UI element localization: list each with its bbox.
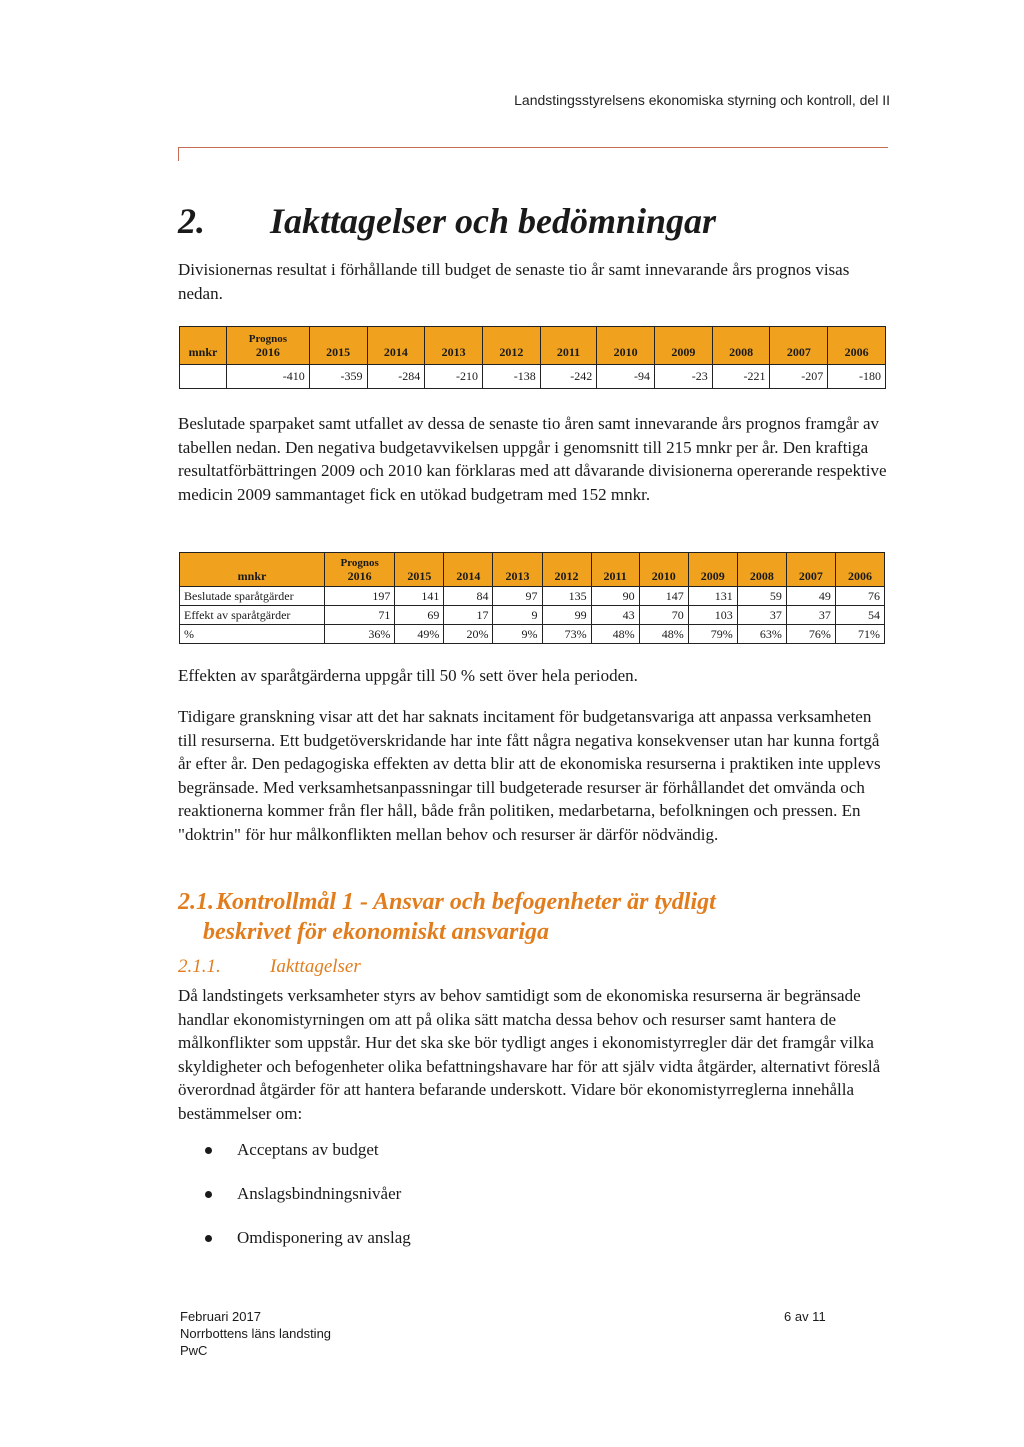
subsection-heading [178, 888, 716, 916]
table-cell: 37 [737, 606, 786, 625]
table-cell: -210 [425, 365, 483, 389]
table-cell: 131 [688, 587, 737, 606]
table-cell: 63% [737, 625, 786, 644]
table-cell: 76% [786, 625, 835, 644]
table-cell: 76 [835, 587, 884, 606]
section-title: Iakttagelser och bedömningar [270, 201, 717, 241]
table-cell: 71 [325, 606, 395, 625]
subsection-title-line1: Kontrollmål 1 - Ansvar och befogenheter är tydligt [216, 889, 716, 915]
review-paragraph: Tidigare granskning visar att det har saknats incitament för budgetansvariga att anpassa verksamheten till resurserna. Ett budgetöverskridande har inte fått några negativa konsekvenser utan har kunna fortgå år efter år. Den pedagogiska effekten av detta blir att de ekonomiska resurserna i praktiken inte upplevs begränsade. Med verksamhetsanpassningar till budgeterade resurser är förhållandet det omvända och reaktionerna kommer från fler håll, både från politiken, medarbetarna, befolkningen och pressen. En "doktrin" för hur målkonflikten mellan behov och resurser är därför nödvändig. [178, 707, 881, 844]
table-cell: 48% [639, 625, 688, 644]
year-label: 2009 [700, 569, 725, 583]
table-cell: 36% [325, 625, 395, 644]
table-cell: 79% [688, 625, 737, 644]
year-label: 2008 [749, 569, 774, 583]
table-cell: 9 [493, 606, 542, 625]
footer-left [180, 1308, 331, 1359]
section-number: 2. [178, 201, 205, 241]
running-header: Landstingsstyrelsens ekonomiska styrning och kontroll, del II [514, 92, 890, 108]
table-row [180, 606, 885, 625]
table-cell: 103 [688, 606, 737, 625]
table-cell: 84 [444, 587, 493, 606]
footer-date: Februari 2017 [180, 1309, 261, 1324]
table-cell: -138 [482, 365, 540, 389]
year-header-2016 [227, 327, 310, 365]
table-cell: 70 [639, 606, 688, 625]
year-header-2006 [828, 327, 886, 365]
year-header-2012 [482, 327, 540, 365]
year-header-2010 [639, 553, 688, 587]
year-label: 2016 [347, 569, 372, 583]
year-label: 2016 [255, 345, 280, 359]
year-label: 2011 [556, 345, 581, 359]
year-header-2015 [309, 327, 367, 365]
table-cell: 9% [493, 625, 542, 644]
subsubsection-title: Iakttagelser [270, 956, 361, 977]
year-label: 2015 [326, 345, 351, 359]
year-header-2007 [786, 553, 835, 587]
section-heading [178, 200, 716, 242]
list-item: Omdisponering av anslag [205, 1228, 411, 1272]
year-label: 2013 [441, 345, 466, 359]
table-cell: -359 [309, 365, 367, 389]
year-header-2008 [712, 327, 770, 365]
year-header-2011 [540, 327, 597, 365]
intro-paragraph: Divisionernas resultat i förhållande till budget de senaste tio år samt innevarande års prognos visas nedan. [178, 260, 850, 303]
table-header-row [180, 327, 886, 365]
bullet-icon [205, 1147, 212, 1154]
year-label: 2007 [798, 569, 823, 583]
table-cell: 73% [542, 625, 591, 644]
list-item: Anslagsbindningsnivåer [205, 1184, 411, 1228]
year-label: 2011 [603, 569, 627, 583]
table-cell: 17 [444, 606, 493, 625]
year-label: 2006 [844, 345, 869, 359]
table-cell: -207 [770, 365, 828, 389]
table-cell: 20% [444, 625, 493, 644]
table-cell: -221 [712, 365, 770, 389]
year-header-2012 [542, 553, 591, 587]
year-header-2009 [688, 553, 737, 587]
table-cell: 49 [786, 587, 835, 606]
year-header-2009 [655, 327, 713, 365]
table-empty-cell [180, 365, 227, 389]
table-cell: 90 [591, 587, 639, 606]
bullet-icon [205, 1235, 212, 1242]
table-cell: 54 [835, 606, 884, 625]
footer-page-number: 6 av 11 [784, 1309, 826, 1324]
bullet-icon [205, 1191, 212, 1198]
table-header-row [180, 553, 885, 587]
year-label: 2007 [786, 345, 811, 359]
budget-result-table [179, 326, 886, 389]
header-rule-tick [178, 147, 179, 161]
table-cell: 69 [395, 606, 444, 625]
table-cell: 147 [639, 587, 688, 606]
table-cell: 49% [395, 625, 444, 644]
year-header-2011 [591, 553, 639, 587]
bullet-list [205, 1140, 411, 1272]
year-header-2014 [367, 327, 425, 365]
year-header-2015 [395, 553, 444, 587]
prognos-label: Prognos [340, 557, 379, 569]
table-cell: -180 [828, 365, 886, 389]
table-cell: 59 [737, 587, 786, 606]
row-label: % [180, 625, 325, 644]
year-label: 2014 [456, 569, 481, 583]
table-unit-label: mnkr [180, 553, 325, 587]
table-cell: -23 [655, 365, 713, 389]
effect-paragraph: Effekten av sparåtgärderna uppgår till 50 % sett över hela perioden. [178, 666, 638, 685]
subsection-heading-line2: beskrivet för ekonomiskt ansvariga [203, 919, 549, 945]
subsubsection-heading [178, 956, 361, 978]
table-cell: 141 [395, 587, 444, 606]
year-header-2007 [770, 327, 828, 365]
row-label: Beslutade sparåtgärder [180, 587, 325, 606]
row-label: Effekt av sparåtgärder [180, 606, 325, 625]
year-label: 2015 [407, 569, 432, 583]
year-label: 2008 [729, 345, 754, 359]
footer-firm: PwC [180, 1343, 208, 1358]
subsubsection-number: 2.1.1. [178, 956, 221, 977]
year-label: 2006 [847, 569, 872, 583]
year-header-2014 [444, 553, 493, 587]
table-cell: 48% [591, 625, 639, 644]
year-header-2008 [737, 553, 786, 587]
list-item: Acceptans av budget [205, 1140, 411, 1184]
year-label: 2009 [671, 345, 696, 359]
table-cell: -410 [227, 365, 310, 389]
year-label: 2010 [613, 345, 638, 359]
year-label: 2010 [651, 569, 676, 583]
footer-org: Norrbottens läns landsting [180, 1326, 332, 1341]
table-row [180, 625, 885, 644]
year-header-2006 [835, 553, 884, 587]
table-cell: 43 [591, 606, 639, 625]
year-header-2010 [597, 327, 655, 365]
table-unit-label: mnkr [180, 327, 227, 365]
control-paragraph: Då landstingets verksamheter styrs av behov samtidigt som de ekonomiska resurserna är begränsade handlar ekonomistyrningen om att på olika sätt matcha dessa behov och resurser samt hantera de målkonflikter som uppstår. Hur det ska ske bör tydligt anges i ekonomistyrregler där det framgår vilka skyldigheter och befogenheter olika befattningshavare har för att själv vidta åtgärder, alternativt föreslå överordnad åtgärder för att hantera befarande underskott. Vidare bör ekonomistyrreglerna innehålla bestämmelser om: [178, 986, 881, 1123]
table-cell: 37 [786, 606, 835, 625]
header-rule [178, 147, 888, 148]
table-row [180, 587, 885, 606]
year-label: 2012 [499, 345, 524, 359]
table-cell: 71% [835, 625, 884, 644]
table-cell: -94 [597, 365, 655, 389]
table-cell: 97 [493, 587, 542, 606]
table-cell: 135 [542, 587, 591, 606]
table-row [180, 365, 886, 389]
subsection-number: 2.1. [178, 889, 214, 915]
table-cell: -284 [367, 365, 425, 389]
table-cell: 197 [325, 587, 395, 606]
table-cell: -242 [540, 365, 597, 389]
year-label: 2013 [505, 569, 530, 583]
savings-table [179, 552, 885, 644]
year-label: 2012 [554, 569, 579, 583]
year-header-2013 [493, 553, 542, 587]
year-header-2013 [425, 327, 483, 365]
year-label: 2014 [383, 345, 408, 359]
table-cell: 99 [542, 606, 591, 625]
year-header-2016 [325, 553, 395, 587]
savings-paragraph: Beslutade sparpaket samt utfallet av dessa de senaste tio åren samt innevarande års prognos framgår av tabellen nedan. Den negativa budgetavvikelsen uppgår i genomsnitt till 215 mnkr per år. Den kraftiga resultatförbättringen 2009 och 2010 kan förklaras med att dåvarande divisionerna opererande respektive medicin 2009 sammantaget fick en utökad budgetram med 152 mnkr. [178, 414, 887, 504]
prognos-label: Prognos [248, 333, 288, 345]
